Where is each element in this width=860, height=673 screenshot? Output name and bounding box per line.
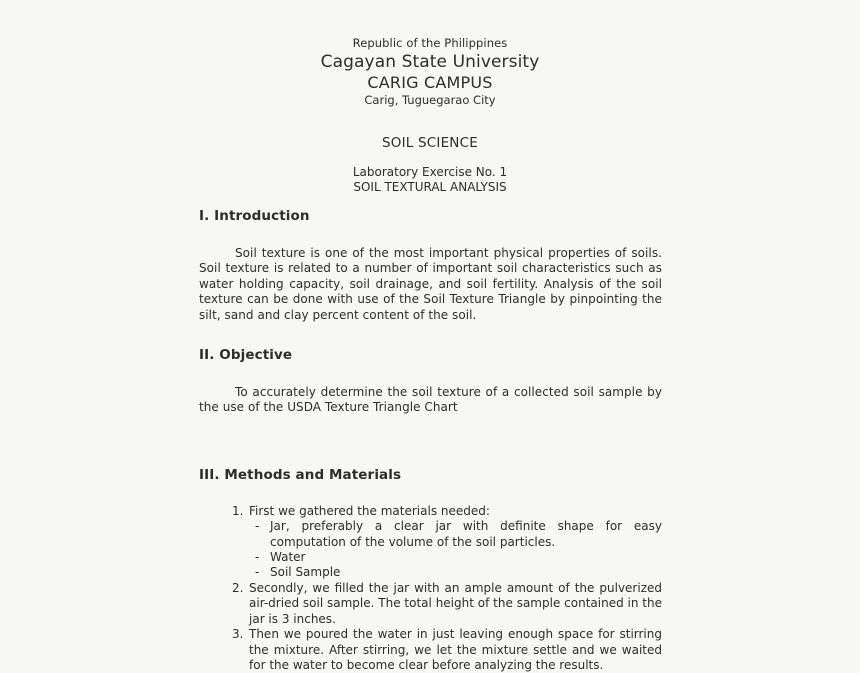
- bullet-dash-icon: -: [255, 565, 260, 580]
- exercise-title: SOIL TEXTURAL ANALYSIS: [353, 180, 507, 194]
- step-marker: 3.: [232, 627, 244, 642]
- list-item: [249, 519, 662, 550]
- introduction-paragraph: Soil texture is one of the most important physical properties of soils. Soil texture is related to a number of important soil characteristics such as water holding capacity, soil drainage, and soil fertility. Analysis of the soil texture can be done with use of the Soil Texture Triangle by pinpointing the silt, sand and clay percent content of the soil.: [199, 246, 662, 322]
- step-marker: 2.: [232, 580, 244, 595]
- bullet-dash-icon: -: [255, 519, 260, 534]
- spacer-objective: [199, 364, 662, 385]
- course-title: SOIL SCIENCE: [382, 135, 478, 151]
- spacer-introduction: [199, 225, 662, 246]
- list-item: [249, 550, 662, 565]
- material-text: Soil Sample: [270, 565, 341, 580]
- methods-step-list: [199, 504, 662, 673]
- letterhead-republic: Republic of the Philippines: [352, 36, 508, 50]
- list-item: [199, 581, 662, 627]
- letterhead: [0, 36, 860, 108]
- list-item: [249, 565, 662, 580]
- exercise-block: [0, 165, 860, 195]
- letterhead-address: Carig, Tuguegarao City: [364, 93, 496, 107]
- step-marker: 1.: [232, 503, 244, 518]
- material-text: Water: [270, 550, 306, 565]
- section-heading-methods: III. Methods and Materials: [199, 466, 402, 483]
- letterhead-campus: CARIG CAMPUS: [367, 73, 493, 92]
- step-text: Secondly, we filled the jar with an ample amount of the pulverized air-dried soil sample. The total height of the sample contained in the jar is 3 inches.: [249, 580, 662, 626]
- section-heading-objective: II. Objective: [199, 347, 293, 364]
- list-item: [199, 504, 662, 581]
- document-body: [199, 207, 662, 673]
- list-item: [199, 627, 662, 673]
- step-text: First we gathered the materials needed:: [249, 503, 490, 518]
- spacer-after-objective: [199, 416, 662, 466]
- letterhead-university: Cagayan State University: [320, 52, 540, 72]
- section-heading-introduction: I. Introduction: [199, 208, 310, 224]
- spacer-after-introduction: [199, 323, 662, 346]
- bullet-dash-icon: -: [255, 550, 260, 565]
- materials-list: [249, 519, 662, 581]
- spacer-methods: [199, 484, 662, 504]
- step-text: Then we poured the water in just leaving enough space for stirring the mixture. After stirring, we let the mixture settle and we waited for the water to become clear before analyzing the results.: [249, 627, 662, 672]
- objective-paragraph: To accurately determine the soil texture of a collected soil sample by the use of the USDA Texture Triangle Chart: [199, 385, 662, 415]
- material-text: Jar, preferably a clear jar with definite shape for easy computation of the volume of the soil particles.: [270, 519, 662, 549]
- exercise-number: Laboratory Exercise No. 1: [352, 165, 508, 179]
